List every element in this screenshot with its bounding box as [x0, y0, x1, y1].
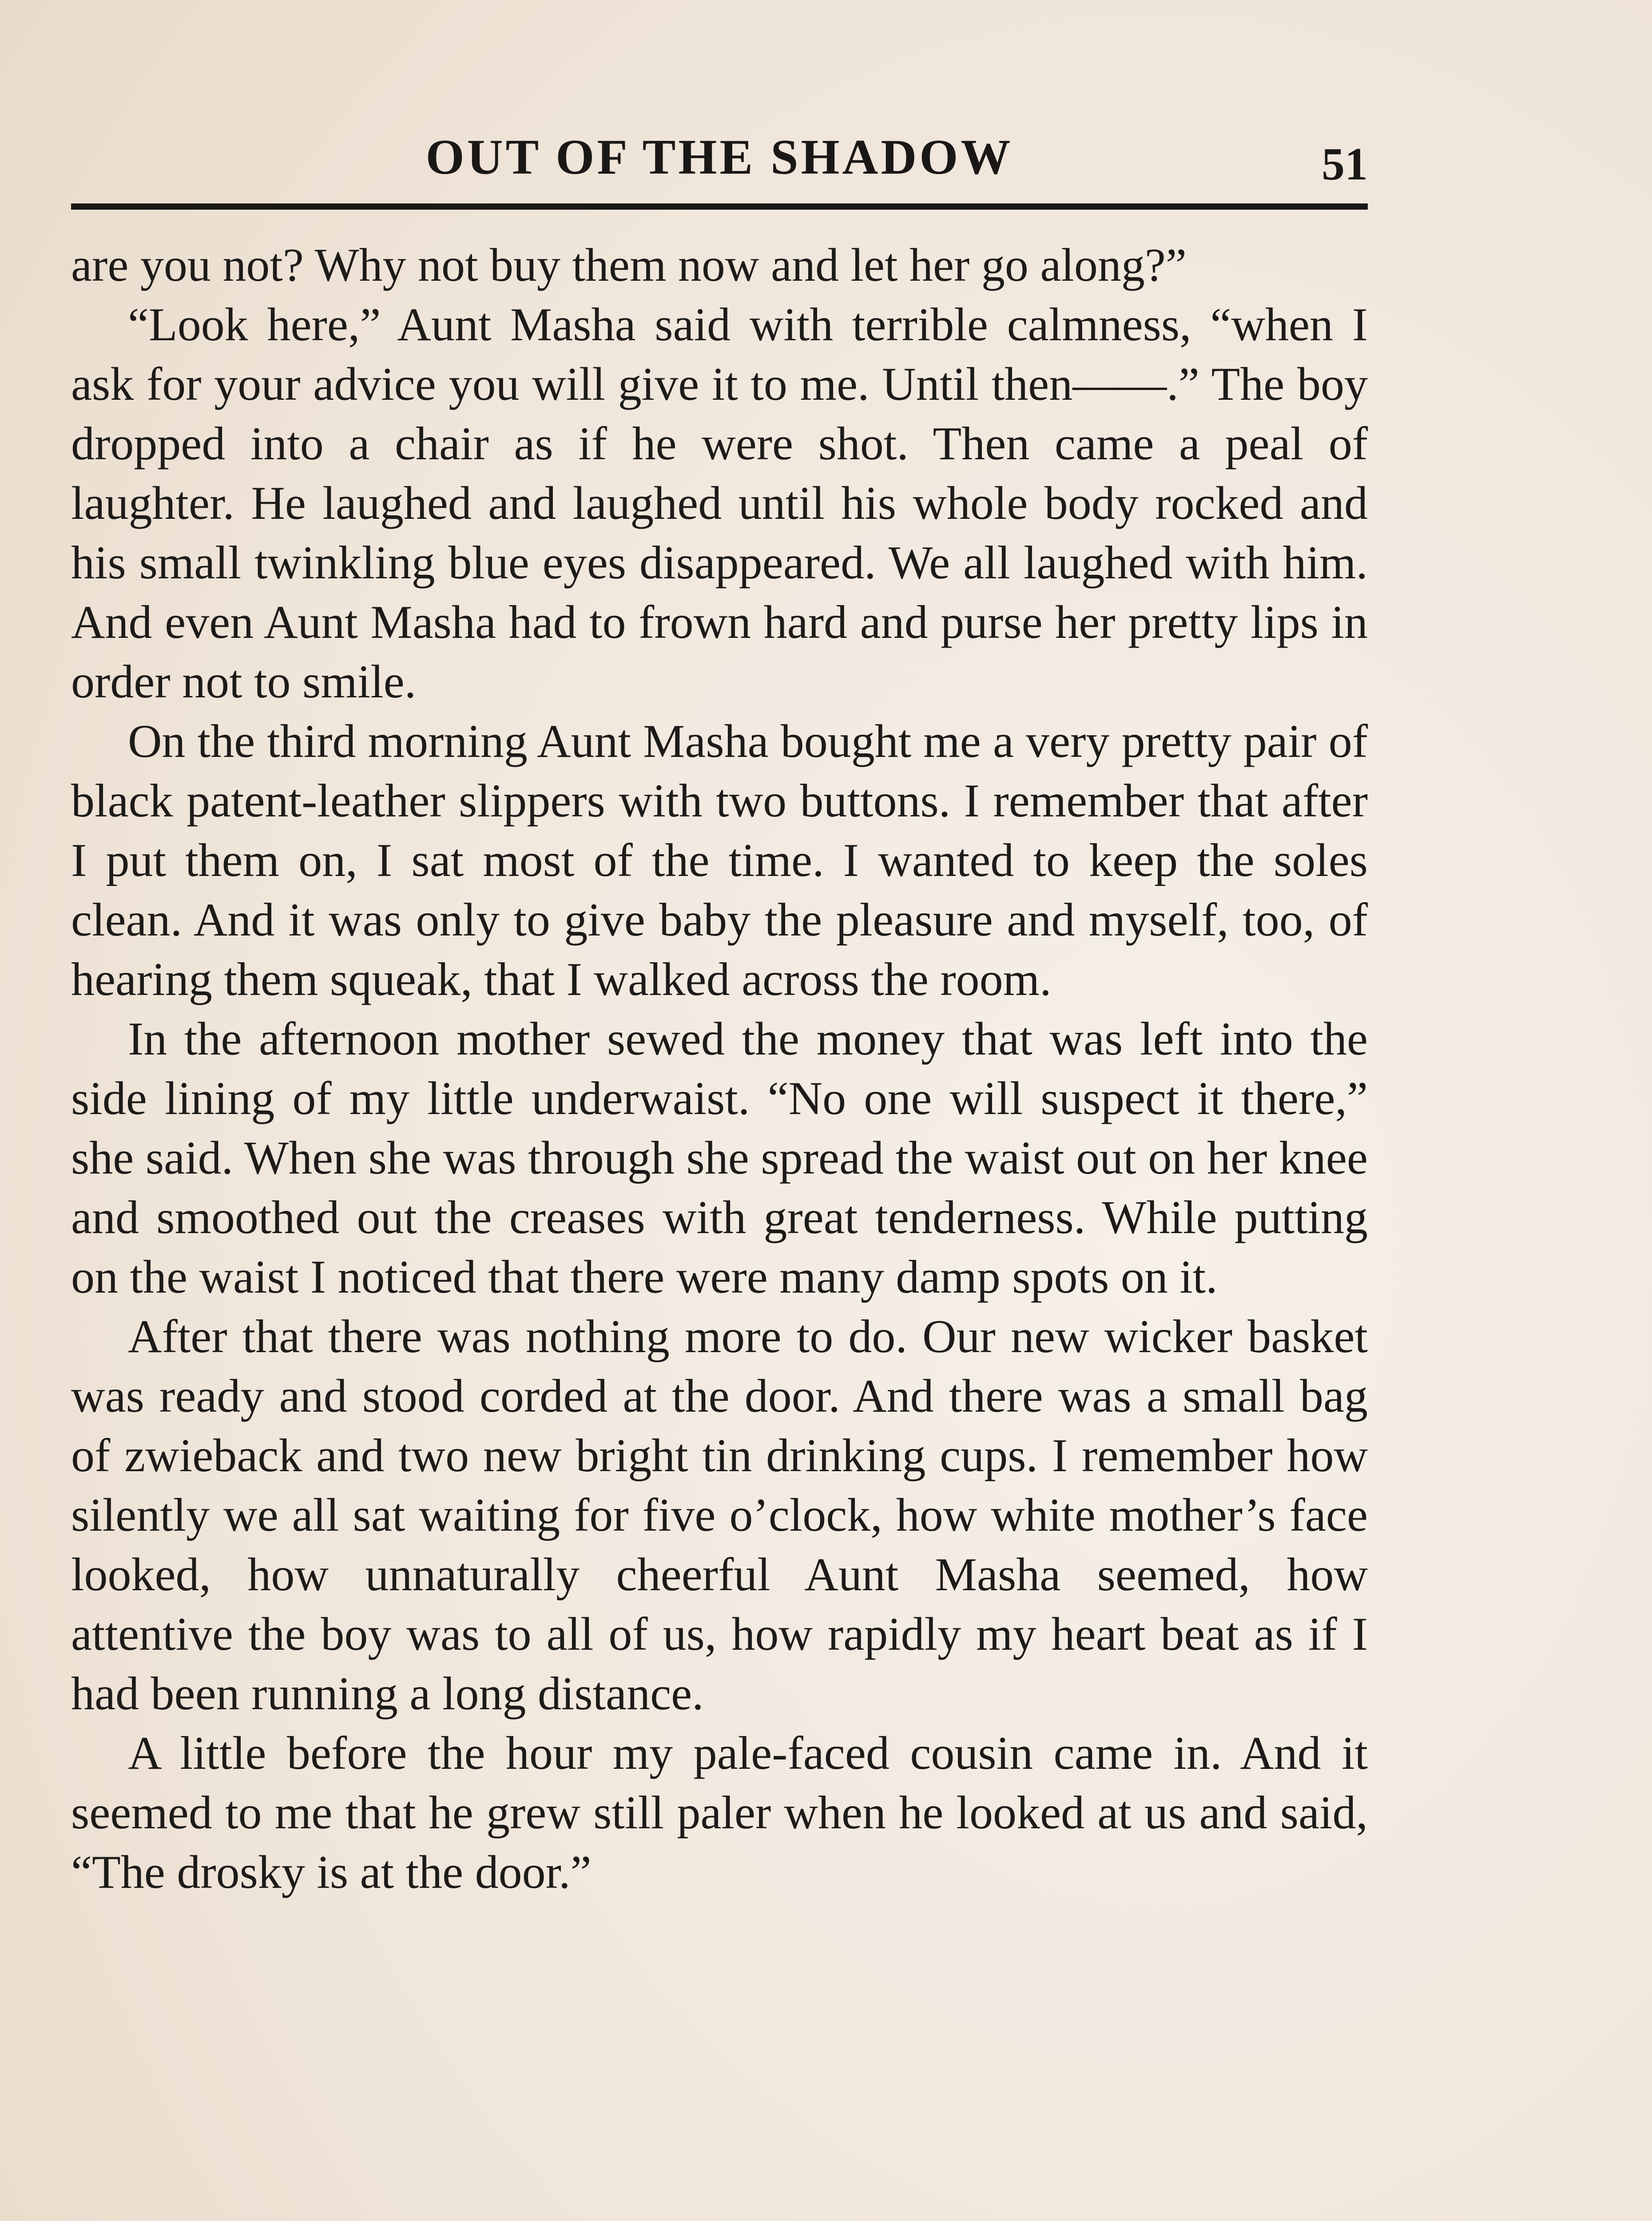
paragraph-aunt-masha-advice: “Look here,” Aunt Masha said with terrible calmness, “when I ask for your advice you will give it to me. Until then——.” The boy dropped into a chair as if he were shot. Then came a peal of laughter. He laughed and laughed until his whole body rocked and his small twinkling blue eyes disappeared. We all laughed with him. And even Aunt Masha had to frown hard and purse her pretty lips in order not to smile.	[71, 299, 1368, 708]
paragraph-continuation: are you not? Why not buy them now and let her go along?”	[71, 239, 1187, 291]
paragraph-underwaist: In the afternoon mother sewed the money that was left into the side lining of my little underwaist. “No one will suspect it there,” she said. When she was through she spread the waist out on her knee and smoothed out the creases with great tenderness. While putting on the waist I noticed that there were many damp spots on it.	[71, 1013, 1368, 1303]
header-rule	[71, 203, 1368, 210]
page-number: 51	[1322, 139, 1368, 190]
page-header	[71, 124, 1368, 204]
paragraph-drosky: A little before the hour my pale-faced cousin came in. And it seemed to me that he grew still paler when he looked at us and said, “The drosky is at the door.”	[71, 1727, 1368, 1898]
running-title: OUT OF THE SHADOW	[425, 130, 1013, 185]
paragraph-waiting: After that there was nothing more to do. Our new wicker basket was ready and stood corded at the door. And there was a small bag of zwieback and two new bright tin drinking cups. I remember how silently we all sat waiting for five o’clock, how white mother’s face looked, how unnaturally cheerful Aunt Masha seemed, how attentive the boy was to all of us, how rapidly my heart beat as if I had been running a long distance.	[71, 1310, 1368, 1719]
paragraph-slippers: On the third morning Aunt Masha bought me a very pretty pair of black patent-leather slippers with two buttons. I remember that after I put them on, I sat most of the time. I wanted to keep the soles clean. And it was only to give baby the pleasure and myself, too, of hearing them squeak, that I walked across the room.	[71, 715, 1368, 1005]
body-text	[71, 235, 1368, 1902]
